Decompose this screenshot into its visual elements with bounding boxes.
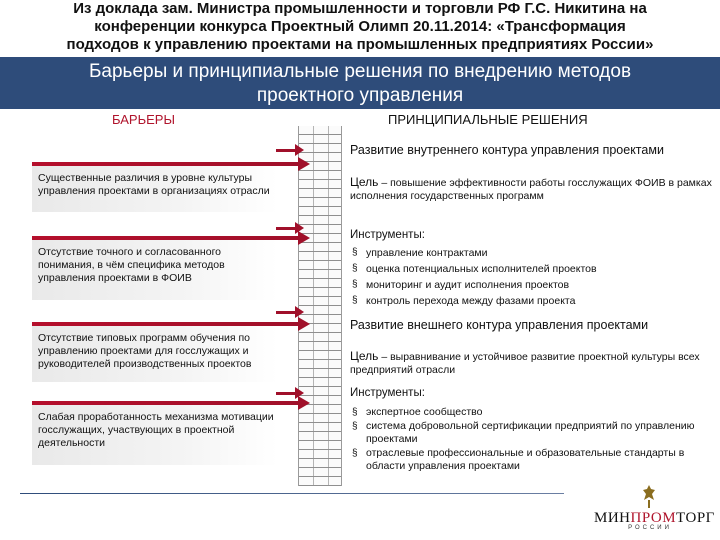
logo-part: МИН xyxy=(594,510,631,526)
slide-title xyxy=(0,57,720,109)
barrier-arrow xyxy=(32,322,300,326)
barriers-heading: БАРЬЕРЫ xyxy=(112,112,175,127)
source-note-line: Из доклада зам. Министра промышленности и торговли РФ Г.С. Никитина на xyxy=(73,0,647,17)
list-item: § управление контрактами xyxy=(350,245,712,261)
barrier-item xyxy=(32,240,278,300)
arrow-to-wall xyxy=(276,311,296,314)
barrier-arrow xyxy=(32,162,300,166)
external-tools-list xyxy=(350,406,712,474)
brick-wall xyxy=(298,126,342,486)
external-contour-title: Развитие внешнего контура управления проектами xyxy=(350,318,649,332)
goal-text: повышение эффективности работы госслужащих ФОИВ в рамках исполнения государственных программ xyxy=(350,177,712,202)
external-tools-heading: Инструменты: xyxy=(350,387,425,399)
goal-dash: – xyxy=(378,177,391,189)
barrier-arrow xyxy=(32,401,300,405)
barrier-text: Отсутствие точного и согласованного понимания, в чём специфика методов управления проектами в ФОИВ xyxy=(38,246,225,284)
slide-title-line: проектного управления xyxy=(256,85,464,106)
footer-divider xyxy=(20,493,564,494)
goal-text: выравнивание и устойчивое развитие проектной культуры всех предприятий отрасли xyxy=(350,351,700,376)
barrier-item xyxy=(32,326,278,382)
list-item: § экспертное сообщество xyxy=(350,406,712,419)
arrow-to-wall xyxy=(276,392,296,395)
list-item: § мониторинг и аудит исполнения проектов xyxy=(350,277,712,293)
list-item: § система добровольной сертификации предприятий по управлению проектами xyxy=(350,420,712,446)
logo-subtitle: РОССИИ xyxy=(628,525,672,531)
barrier-item xyxy=(32,166,278,212)
logo-part: ТОРГ xyxy=(676,510,715,526)
barrier-text: Слабая проработанность механизма мотивации госслужащих, участвующих в проектной деятельности xyxy=(38,411,274,449)
internal-tools-heading: Инструменты: xyxy=(350,229,425,241)
list-item: § контроль перехода между фазами проекта xyxy=(350,293,712,309)
barrier-text: Отсутствие типовых программ обучения по управлению проектами для госслужащих и руководителей производственных проектов xyxy=(38,332,252,370)
arrow-to-wall xyxy=(276,149,296,152)
goal-label: Цель xyxy=(350,349,379,363)
list-item: § отраслевые профессиональные и образовательные стандарты в области управления проектами xyxy=(350,447,712,473)
barrier-text: Существенные различия в уровне культуры управления проектами в организациях отрасли xyxy=(38,172,270,197)
internal-tools-list xyxy=(350,245,712,309)
barrier-item xyxy=(32,405,278,465)
solutions-heading: ПРИНЦИПИАЛЬНЫЕ РЕШЕНИЯ xyxy=(388,112,588,127)
arrow-to-wall xyxy=(276,227,296,230)
slide-title-line: Барьеры и принципиальные решения по внедрению методов xyxy=(88,61,632,82)
goal-label: Цель xyxy=(350,175,379,189)
barrier-arrow xyxy=(32,236,300,240)
internal-goal xyxy=(350,176,712,203)
source-note-line: конференции конкурса Проектный Олимп 20.11.2014: «Трансформация xyxy=(94,18,626,35)
list-item: § оценка потенциальных исполнителей проектов xyxy=(350,261,712,277)
eagle-emblem-icon xyxy=(642,484,656,510)
goal-dash: – xyxy=(378,351,391,363)
logo-part: ПРОМ xyxy=(630,510,677,526)
internal-contour-title: Развитие внутреннего контура управления проектами xyxy=(350,143,664,157)
minpromtorg-logo xyxy=(594,510,715,531)
source-note xyxy=(0,0,720,56)
source-note-line: подходов к управлению проектами на промышленных предприятиях России» xyxy=(66,36,654,53)
external-goal xyxy=(350,350,712,377)
